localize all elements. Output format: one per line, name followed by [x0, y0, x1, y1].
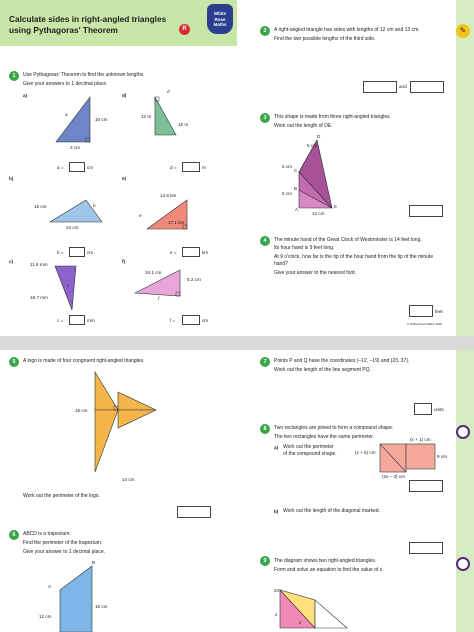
part-d-unit: m [202, 165, 206, 170]
part-d-unknown: d [167, 89, 170, 94]
part-d-label: d) [122, 93, 127, 98]
question-number-5: 5 [9, 357, 19, 367]
q4-text-3: At 9 o'clock, how far is the tip of the hour hand from the tip of the minute hand? [274, 254, 434, 267]
part-f-label: f) [122, 259, 126, 264]
part-a-unit: cm [87, 165, 94, 170]
q6-side-1: 12 cm [39, 614, 52, 619]
part-b-unknown: b [93, 203, 96, 208]
level-badge: R [179, 24, 190, 35]
part-c-side-1: 11.6 mm [30, 262, 48, 267]
q5-side-1: 16 cm [75, 408, 88, 413]
part-d-answer-box[interactable] [182, 162, 200, 172]
q3-answer-box[interactable] [409, 205, 443, 217]
q8-part-b-text: Work out the length of the diagonal marked. [283, 508, 380, 514]
page-title: Calculate sides in right-angled triangles using Pythagoras' Theorem [9, 14, 167, 35]
pencil-icon[interactable]: ✎ [456, 24, 470, 38]
q4-text: The minute hand of the Great Clock of Westminster is 14 feet long. [274, 237, 422, 243]
part-e-answer-box[interactable] [182, 247, 200, 257]
part-c-unknown: c [67, 283, 70, 288]
q6-point-b: B [92, 560, 96, 565]
q8-part-a-text: Work out the perimeter of the compound shape. [283, 444, 337, 457]
part-f-answer-box[interactable] [182, 315, 200, 325]
part-c-answer-box[interactable] [69, 315, 85, 325]
part-f-unknown: f [158, 296, 160, 301]
worksheet-page-1 [0, 0, 237, 336]
question-number-6: 6 [9, 530, 19, 540]
question-number-9: 9 [260, 556, 270, 566]
q2-text-2: Find the two possible lengths of the third side. [274, 36, 376, 42]
q8-part-b-label: b) [274, 509, 279, 514]
q6-trapezium [0, 350, 237, 632]
part-e-label: e) [122, 176, 127, 181]
part-b-side-2: 24 cm [66, 225, 79, 230]
q8-label-top: (x + 1) cm [410, 437, 431, 442]
q6-text-3: Give your answer to 1 decimal place. [23, 549, 105, 555]
ring-icon[interactable] [456, 425, 470, 439]
part-a-side-1: 10 cm [95, 117, 108, 122]
part-b-unit: cm [87, 250, 94, 255]
question-number-3: 3 [260, 113, 270, 123]
part-f-side-2: 5.2 cm [187, 277, 201, 282]
q9-text-2: Form and solve an equation to find the value of z. [274, 567, 384, 573]
q3-label-base: 12 cm [312, 211, 325, 216]
q8-label-right: 9 cm [437, 454, 447, 459]
part-c-side-2: 19.7 mm [30, 295, 48, 300]
q8-text: Two rectangles are joined to form a compound shape. [274, 425, 394, 431]
q5-text-2: Work out the perimeter of the logo. [23, 493, 100, 499]
question-number-2: 2 [260, 26, 270, 36]
part-e-unknown: e [139, 213, 142, 218]
q8-label-bottom: (2x – 3) cm [382, 474, 405, 479]
part-a-answer-box[interactable] [69, 162, 85, 172]
question-number-8: 8 [260, 424, 270, 434]
q3-point-b: B [294, 186, 298, 191]
q3-point-e: E [334, 204, 338, 209]
part-c-answer-label: c = [57, 318, 64, 323]
q6-text: ABCD is a trapezium. [23, 531, 71, 537]
q3-label-low: 5 cm [282, 191, 292, 196]
question-number-7: 7 [260, 357, 270, 367]
part-e-side-2: 17.1 km [168, 220, 185, 225]
part-a-label: a) [23, 93, 28, 98]
q1-instruction: Use Pythagoras' Theorem to find the unknown lengths. [23, 72, 145, 78]
q8-text-2: The two rectangles have the same perimeter. [274, 434, 375, 440]
worksheet-page-4 [237, 350, 474, 632]
worksheet-page-3 [0, 350, 237, 632]
part-c-label: c) [9, 259, 14, 264]
q9-text: The diagram shows two right-angled triangles. [274, 558, 377, 564]
q6-point-a: A [48, 584, 52, 589]
q3-label-mid: 5 cm [282, 164, 292, 169]
q3-text: This shape is made from three right-angled triangles. [274, 114, 392, 120]
q4-text-2: Its hour hand is 9 feet long. [274, 245, 335, 251]
worksheet-page-2 [237, 0, 474, 336]
part-b-answer-box[interactable] [69, 247, 85, 257]
q3-label-top: 5 cm [307, 143, 317, 148]
q3-point-a: A [295, 207, 299, 212]
q1-instruction-2: Give your answers to 1 decimal place. [23, 81, 108, 87]
q5-side-2: 14 cm [122, 477, 135, 482]
part-f-unit: cm [202, 318, 209, 323]
part-e-unit: km [202, 250, 209, 255]
q9-diagram [237, 350, 474, 632]
q3-point-c: C [294, 168, 298, 173]
q9-label-z-1: z [275, 612, 278, 617]
part-f-side-1: 34.1 cm [145, 270, 162, 275]
q9-label-z-2: z [299, 620, 302, 625]
part-e-side-1: 12.6 km [160, 193, 177, 198]
q8-label-left: (x + 6) cm [355, 450, 376, 455]
part-f-answer-label: f = [170, 318, 176, 323]
q4-unit: feet [435, 309, 443, 314]
question-number-4: 4 [260, 236, 270, 246]
q4-text-4: Give your answer to the nearest foot. [274, 270, 356, 276]
part-d-side-1: 12 m [141, 114, 152, 119]
part-a-side-2: 3 cm [70, 145, 80, 150]
q8-part-a-label: a) [274, 445, 279, 450]
part-e-answer-label: e = [170, 250, 177, 255]
part-d-side-2: 15 m [178, 122, 189, 127]
q6-text-2: Find the perimeter of the trapezium. [23, 540, 103, 546]
q7-text: Points P and Q have the coordinates (–12, –19) and (23, 37). [274, 358, 410, 364]
q2-and: and [399, 84, 407, 89]
part-d-answer-label: d = [170, 165, 177, 170]
white-rose-logo: White Rose Maths [207, 4, 233, 34]
q4-answer-box[interactable] [409, 305, 433, 317]
part-b-side-1: 15 cm [34, 204, 47, 209]
q7-text-2: Work out the length of the line segment PQ. [274, 367, 371, 373]
copyright: © White Rose Maths 2022 [407, 322, 443, 326]
q3-text-2: Work out the length of DE. [274, 123, 333, 129]
q6-side-2: 15 cm [95, 604, 108, 609]
q3-point-d: D [317, 134, 321, 139]
q7-unit: units [434, 407, 444, 412]
q5-text: A logo is made of four congruent right-angled triangles. [23, 358, 145, 364]
part-c-unit: mm [87, 318, 95, 323]
q3-diagram [237, 0, 474, 336]
part-a-answer-label: a = [57, 165, 64, 170]
q2-text: A right-angled triangle has sides with lengths of 12 cm and 13 cm. [274, 27, 420, 33]
part-a-unknown: a [65, 112, 68, 117]
q9-label-24: 24 [274, 588, 280, 593]
part-b-answer-label: b = [57, 250, 64, 255]
part-b-label: b) [9, 176, 14, 181]
question-number-1: 1 [9, 71, 19, 81]
ring-icon[interactable] [456, 557, 470, 571]
